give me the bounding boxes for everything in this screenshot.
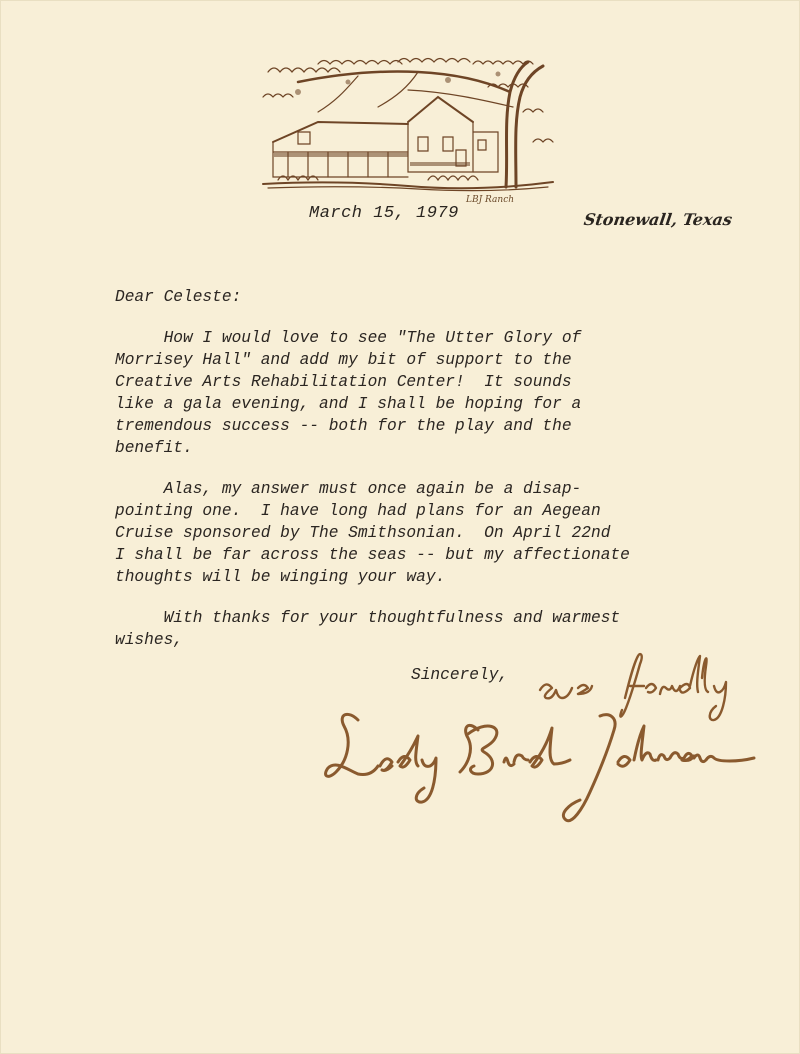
- body-line: wishes,: [115, 631, 183, 649]
- paragraph-2: [115, 478, 755, 588]
- ranch-house-sketch: [258, 52, 558, 192]
- body-line: pointing one. I have long had plans for an Aegean: [115, 502, 601, 520]
- ranch-caption: LBJ Ranch: [466, 195, 515, 205]
- body-line: tremendous success -- both for the play and the: [115, 417, 572, 435]
- body-line: like a gala evening, and I shall be hoping for a: [115, 395, 582, 413]
- signature: [318, 700, 758, 850]
- closing: Sincerely,: [411, 666, 509, 684]
- body-line: How I would love to see "The Utter Glory of: [115, 329, 582, 347]
- body-line: Alas, my answer must once again be a disap-: [115, 480, 582, 498]
- paragraph-1: [115, 327, 755, 459]
- body-line: benefit.: [115, 439, 193, 457]
- body-line: I shall be far across the seas -- but my affectionate: [115, 546, 630, 564]
- body-line: Morrisey Hall" and add my bit of support to the: [115, 351, 572, 369]
- body-line: Creative Arts Rehabilitation Center! It sounds: [115, 373, 572, 391]
- salutation: Dear Celeste:: [115, 288, 242, 306]
- letter-body: [115, 286, 755, 670]
- body-line: Cruise sponsored by The Smithsonian. On April 22nd: [115, 524, 611, 542]
- body-line: With thanks for your thoughtfulness and warmest: [115, 609, 621, 627]
- letter-date: March 15, 1979: [309, 204, 459, 223]
- body-line: thoughts will be winging your way.: [115, 568, 446, 586]
- paragraph-3: [115, 607, 755, 651]
- letter-location: Stonewall, Texas: [582, 210, 734, 229]
